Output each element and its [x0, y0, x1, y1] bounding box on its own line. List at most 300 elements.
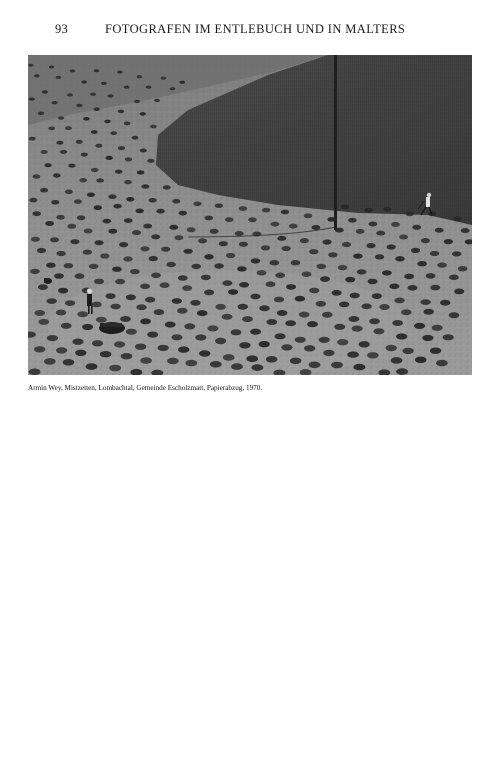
dung-heap: [222, 280, 232, 286]
dung-heap: [184, 323, 195, 329]
dung-heap: [123, 256, 132, 261]
dung-heap: [124, 122, 131, 126]
dung-heap: [95, 240, 104, 245]
dung-heap: [158, 345, 169, 351]
dung-heap: [331, 362, 343, 369]
dung-heap: [239, 206, 247, 211]
dung-heap: [458, 266, 468, 271]
dung-heap: [350, 293, 360, 299]
dung-heap: [317, 264, 327, 269]
dung-heap: [342, 242, 351, 247]
dung-heap: [31, 237, 40, 242]
dung-heap: [125, 157, 132, 161]
dung-heap: [82, 324, 93, 330]
dung-heap: [282, 246, 291, 251]
dung-heap: [54, 273, 64, 279]
dung-heap: [56, 76, 62, 79]
dung-heap: [235, 231, 244, 236]
dung-heap: [150, 125, 157, 129]
dung-heap: [132, 230, 141, 235]
dung-heap: [225, 217, 234, 222]
dung-heap: [34, 74, 40, 77]
dung-heap: [401, 309, 412, 315]
dung-heap: [140, 357, 152, 364]
dung-heap: [322, 312, 333, 318]
dung-heap: [60, 150, 67, 154]
dung-heap: [335, 228, 344, 233]
dung-heap: [421, 238, 430, 243]
dung-heap: [170, 87, 176, 90]
dung-heap: [28, 64, 33, 67]
dung-heap: [140, 284, 150, 290]
dung-heap: [89, 264, 99, 269]
dung-heap: [100, 253, 109, 258]
dung-heap: [65, 300, 75, 306]
dung-heap: [34, 346, 45, 352]
dung-heap: [454, 289, 464, 295]
dung-heap: [369, 318, 380, 324]
dung-heap: [302, 271, 312, 277]
dung-heap: [383, 207, 391, 212]
dung-heap: [231, 329, 242, 335]
dung-heap: [44, 358, 56, 365]
dung-heap: [320, 276, 330, 282]
dung-heap: [161, 77, 167, 80]
dung-heap: [136, 304, 146, 310]
dung-heap: [64, 263, 74, 268]
dung-heap: [163, 185, 171, 189]
dung-heap: [332, 290, 342, 296]
dung-heap: [215, 203, 223, 208]
dung-heap: [172, 199, 180, 204]
dung-heap: [146, 86, 152, 89]
dung-heap: [106, 293, 116, 299]
dung-heap: [422, 335, 433, 341]
dung-heap: [238, 304, 248, 310]
dung-heap: [53, 173, 61, 177]
dung-heap: [38, 319, 49, 325]
dung-heap: [83, 117, 89, 121]
dung-heap: [228, 289, 238, 295]
dung-heap: [174, 235, 183, 240]
dung-heap: [56, 141, 63, 145]
dung-heap: [115, 279, 125, 285]
dung-heap: [145, 297, 155, 303]
dung-heap: [120, 316, 131, 322]
dung-heap: [270, 260, 280, 265]
dung-heap: [430, 251, 439, 256]
dung-heap: [266, 356, 278, 363]
dung-heap: [277, 236, 286, 241]
dung-heap: [84, 229, 93, 234]
dung-heap: [161, 247, 170, 252]
dung-heap: [119, 242, 128, 247]
dung-heap: [91, 168, 99, 172]
dung-heap: [392, 320, 403, 326]
dung-heap: [108, 194, 116, 199]
dung-heap: [32, 211, 41, 216]
dung-heap: [77, 311, 88, 317]
dung-heap: [179, 211, 187, 216]
dung-heap: [289, 224, 298, 229]
dung-heap: [110, 304, 120, 310]
dung-heap: [394, 298, 404, 304]
dung-heap: [338, 265, 348, 270]
dung-heap: [300, 238, 309, 243]
dung-heap: [177, 308, 188, 314]
dung-heap: [309, 288, 319, 294]
dung-heap: [387, 244, 396, 249]
dung-heap: [266, 281, 276, 287]
dung-heap: [29, 369, 41, 376]
dung-heap: [91, 302, 101, 308]
dung-heap: [399, 235, 408, 240]
dung-heap: [183, 249, 192, 254]
dung-heap: [190, 300, 200, 306]
dung-heap: [137, 170, 145, 174]
dung-heap: [271, 222, 280, 227]
dung-heap: [248, 217, 257, 222]
dung-heap: [396, 333, 407, 339]
dung-heap: [124, 180, 132, 184]
dung-heap: [281, 210, 289, 215]
dung-heap: [67, 224, 76, 229]
dung-heap: [65, 126, 72, 130]
dung-heap: [121, 353, 133, 359]
dung-heap: [147, 332, 158, 338]
dung-heap: [242, 316, 253, 322]
dung-heap: [135, 344, 146, 350]
dung-heap: [337, 339, 348, 345]
dung-heap: [354, 364, 366, 371]
dung-heap: [367, 352, 379, 358]
dung-heap: [77, 215, 86, 220]
dung-heap: [423, 309, 434, 315]
dung-heap: [309, 249, 318, 254]
dung-heap: [386, 345, 397, 351]
dung-heap: [443, 334, 454, 340]
dung-heap: [430, 285, 440, 291]
dung-heap: [165, 322, 176, 328]
manure-cart: [99, 322, 125, 334]
dung-heap: [187, 227, 196, 232]
dung-heap: [348, 218, 357, 223]
dung-heap: [52, 101, 58, 104]
dung-heap: [259, 305, 270, 311]
dung-heap: [61, 323, 72, 329]
dung-heap: [290, 358, 302, 365]
dung-heap: [86, 363, 98, 370]
running-title: FOTOGRAFEN IM ENTLEBUCH UND IN MALTERS: [105, 22, 406, 36]
dung-heap: [449, 275, 459, 281]
dung-heap: [156, 209, 164, 214]
dung-heap: [42, 90, 48, 93]
dung-heap: [178, 346, 189, 352]
dung-heap: [76, 104, 82, 107]
dung-heap: [304, 345, 315, 351]
dung-heap: [147, 159, 154, 163]
dung-heap: [373, 328, 384, 334]
dung-heap: [349, 316, 360, 322]
dung-heap: [65, 190, 73, 195]
dung-heap: [118, 110, 124, 114]
dung-heap: [79, 178, 87, 182]
dung-heap: [201, 275, 211, 281]
dung-heap: [275, 273, 285, 279]
dung-heap: [295, 296, 305, 302]
dung-heap: [352, 326, 363, 332]
dung-heap: [391, 357, 403, 364]
dung-heap: [104, 120, 111, 124]
dung-heap: [366, 243, 375, 248]
dung-heap: [198, 238, 207, 243]
dung-heap: [316, 301, 326, 307]
dung-heap: [406, 211, 415, 216]
dung-heap: [91, 130, 98, 134]
dung-heap: [70, 239, 79, 244]
dung-heap: [109, 365, 121, 372]
dung-heap: [435, 228, 444, 233]
dung-heap: [29, 198, 37, 203]
page-header: [55, 22, 480, 42]
dung-heap: [95, 144, 102, 148]
dung-heap: [113, 204, 121, 209]
dung-heap: [252, 364, 264, 371]
dung-heap: [402, 348, 413, 354]
dung-heap: [379, 304, 389, 310]
dung-heap: [68, 164, 75, 168]
dung-heap: [56, 215, 65, 220]
dung-heap: [30, 269, 40, 274]
dung-heap: [334, 324, 345, 330]
dung-heap: [154, 309, 165, 315]
dung-heap: [328, 252, 337, 257]
dung-heap: [81, 80, 87, 83]
dung-heap: [356, 229, 365, 234]
dung-heap: [205, 216, 214, 221]
dung-heap: [261, 245, 270, 250]
dung-heap: [56, 347, 67, 353]
dung-heap: [452, 251, 461, 256]
dung-heap: [327, 217, 336, 222]
dung-heap: [76, 140, 83, 144]
dung-heap: [246, 355, 258, 362]
dung-heap: [440, 300, 450, 306]
dung-heap: [252, 232, 261, 237]
dung-heap: [94, 69, 99, 72]
dung-heap: [75, 350, 86, 356]
dung-heap: [277, 310, 288, 316]
dung-heap: [415, 357, 427, 364]
dung-heap: [58, 288, 68, 294]
dung-heap: [453, 216, 462, 221]
dung-heap: [70, 69, 75, 72]
dung-heap: [92, 340, 103, 346]
dung-heap: [395, 256, 404, 261]
dung-heap: [151, 234, 160, 239]
dung-heap: [50, 237, 59, 242]
dung-heap: [299, 312, 310, 318]
dung-heap: [106, 156, 113, 160]
dung-heap: [237, 266, 247, 271]
dung-heap: [140, 149, 147, 153]
dung-heap: [372, 293, 382, 299]
dung-heap: [214, 263, 224, 268]
dung-heap: [140, 318, 151, 324]
dung-heap: [353, 254, 362, 259]
dung-heap: [56, 251, 65, 256]
dung-heap: [136, 209, 144, 214]
dung-heap: [250, 294, 260, 300]
dung-heap: [169, 225, 178, 230]
dung-heap: [126, 197, 134, 202]
dung-heap: [124, 86, 130, 89]
dung-heap: [408, 285, 418, 291]
dung-heap: [160, 282, 170, 288]
dung-heap: [193, 202, 201, 207]
dung-heap: [437, 262, 447, 267]
dung-heap: [33, 174, 41, 178]
dung-heap: [171, 334, 182, 340]
dung-heap: [359, 341, 370, 347]
dung-heap: [197, 310, 208, 316]
dung-heap: [100, 351, 112, 357]
dung-heap: [199, 350, 210, 356]
dung-heap: [436, 360, 448, 367]
dung-heap: [178, 275, 188, 281]
dung-heap: [134, 100, 140, 103]
dung-heap: [151, 273, 161, 279]
dung-heap: [172, 298, 182, 304]
dog-figure: [44, 278, 52, 284]
dung-heap: [223, 354, 235, 361]
dung-heap: [449, 312, 460, 318]
dung-heap: [266, 319, 277, 325]
dung-heap: [309, 362, 321, 369]
dung-heap: [215, 338, 226, 344]
dung-heap: [226, 253, 235, 258]
dung-heap: [167, 358, 179, 365]
dung-heap: [204, 290, 214, 296]
dung-heap: [323, 350, 334, 356]
dung-heap: [141, 184, 149, 188]
dung-heap: [295, 337, 306, 343]
dung-heap: [58, 116, 64, 120]
dung-heap: [108, 229, 117, 234]
dung-heap: [222, 314, 233, 320]
dung-heap: [29, 97, 35, 100]
dung-heap: [154, 99, 160, 102]
dung-heap: [37, 248, 46, 253]
dung-heap: [112, 267, 122, 272]
dung-heap: [149, 256, 158, 261]
dung-heap: [291, 260, 301, 265]
dung-heap: [48, 127, 55, 131]
dung-heap: [180, 81, 186, 84]
dung-heap: [357, 269, 367, 274]
dung-heap: [391, 222, 400, 227]
utility-pole: [334, 55, 337, 230]
dung-heap: [250, 329, 261, 335]
dung-heap: [231, 363, 243, 370]
dung-heap: [101, 82, 107, 85]
dung-heap: [239, 342, 250, 348]
dung-heap: [210, 361, 222, 368]
dung-heap: [382, 270, 392, 275]
dung-heap: [87, 193, 95, 198]
dung-heap: [132, 136, 139, 140]
dung-heap: [49, 66, 54, 69]
dung-heap: [364, 208, 372, 213]
dung-heap: [192, 264, 202, 269]
dung-heap: [219, 241, 228, 246]
dung-heap: [216, 304, 226, 310]
dung-heap: [430, 348, 441, 354]
dung-heap: [239, 282, 249, 288]
dung-heap: [347, 351, 359, 357]
dung-heap: [285, 320, 296, 326]
dung-heap: [81, 153, 88, 157]
dung-heap: [304, 213, 313, 218]
figure-caption: Armin Wey, Mistzetten, Lombachtal, Gemeinde Escholzmatt, Papierabzug, 1970.: [28, 384, 263, 392]
dung-heap: [96, 317, 107, 323]
dung-heap: [67, 93, 73, 96]
dung-heap: [251, 258, 261, 263]
dung-heap: [63, 359, 75, 366]
dung-heap: [126, 329, 137, 335]
dung-heap: [94, 205, 102, 210]
dung-heap: [45, 221, 54, 226]
dung-heap: [143, 224, 152, 229]
dung-heap: [47, 335, 58, 341]
dung-heap: [312, 225, 321, 230]
dung-heap: [389, 284, 399, 290]
dung-heap: [29, 137, 36, 141]
dung-heap: [345, 277, 355, 283]
dung-heap: [323, 239, 332, 244]
dung-heap: [417, 261, 427, 266]
dung-heap: [412, 225, 421, 230]
dung-heap: [274, 297, 284, 303]
dung-heap: [38, 112, 44, 116]
dung-heap: [38, 284, 48, 290]
dung-heap: [239, 242, 248, 247]
dung-heap: [207, 325, 218, 331]
dung-heap: [204, 254, 213, 259]
dung-heap: [361, 303, 371, 309]
photograph: [28, 55, 472, 375]
dung-heap: [74, 199, 82, 204]
dung-heap: [259, 341, 270, 347]
dung-heap: [40, 188, 48, 193]
dung-heap: [210, 229, 219, 234]
dung-heap: [108, 94, 114, 97]
dung-heap: [275, 333, 286, 339]
dung-heap: [47, 298, 57, 304]
dung-heap: [286, 284, 296, 290]
dung-heap: [420, 299, 430, 305]
dung-heap: [75, 273, 85, 279]
dung-heap: [195, 334, 206, 340]
dung-heap: [376, 231, 385, 236]
dung-heap: [114, 341, 125, 347]
dung-heap: [444, 239, 453, 244]
dung-heap: [126, 294, 136, 300]
dung-heap: [51, 200, 59, 205]
dung-heap: [426, 273, 436, 279]
dung-heap: [94, 279, 104, 285]
dung-heap: [35, 310, 46, 316]
